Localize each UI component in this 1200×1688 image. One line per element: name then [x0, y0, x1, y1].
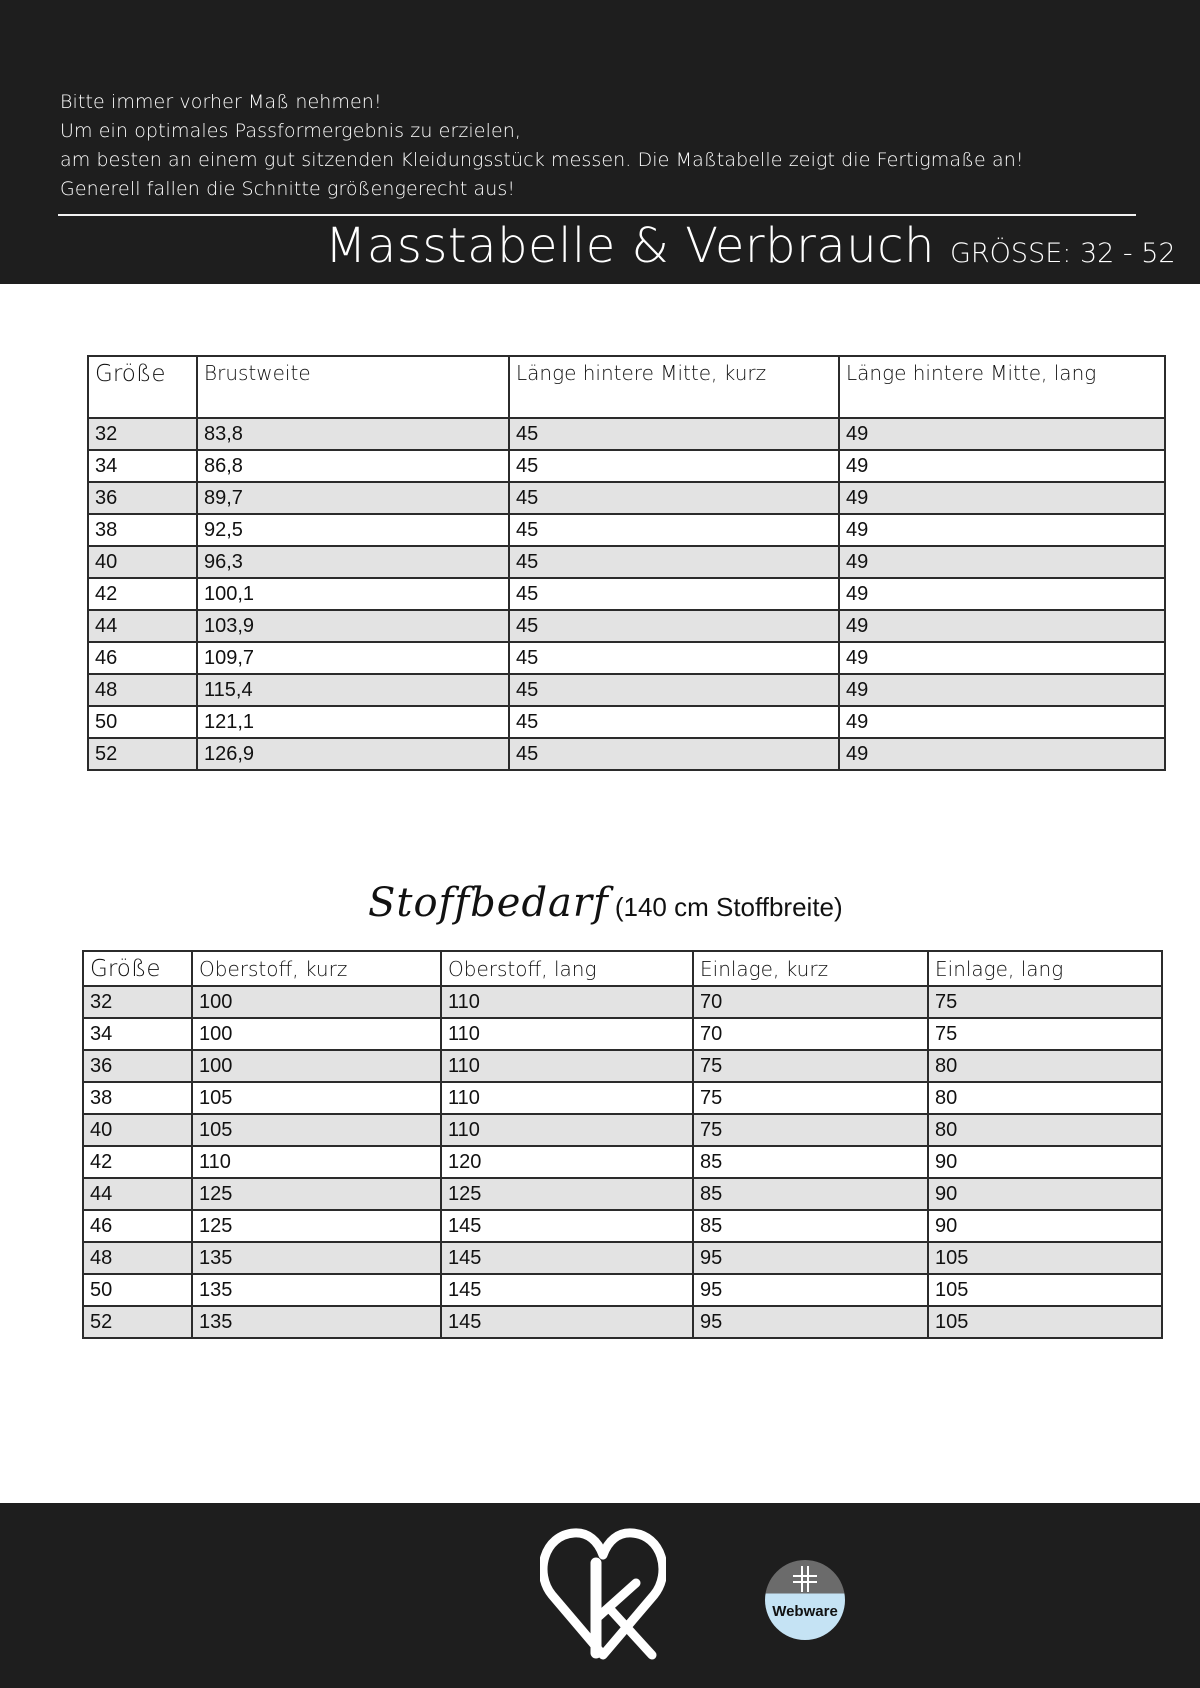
table-header-row — [83, 951, 1162, 986]
table-row — [88, 546, 1165, 578]
table-cell: 126,9 — [197, 738, 509, 770]
header-divider — [58, 214, 1136, 216]
table-cell: 135 — [192, 1306, 441, 1338]
table-cell: 125 — [192, 1178, 441, 1210]
table-cell: 95 — [693, 1306, 928, 1338]
table-cell: 49 — [839, 738, 1165, 770]
table-cell: 34 — [88, 450, 197, 482]
table-cell: 48 — [83, 1242, 192, 1274]
intro-line: Um ein optimales Passformergebnis zu erzielen, — [60, 120, 522, 142]
table-cell: 115,4 — [197, 674, 509, 706]
table-row — [88, 418, 1165, 450]
header-banner — [0, 0, 1200, 284]
table-cell: 109,7 — [197, 642, 509, 674]
table-cell: 45 — [509, 738, 839, 770]
table-cell: 145 — [441, 1274, 693, 1306]
table-cell: 110 — [192, 1146, 441, 1178]
table-cell: 44 — [88, 610, 197, 642]
table-cell: 95 — [693, 1274, 928, 1306]
table-cell: 49 — [839, 514, 1165, 546]
table-cell: 92,5 — [197, 514, 509, 546]
table-cell: 80 — [928, 1082, 1162, 1114]
table-cell: 100 — [192, 986, 441, 1018]
table-cell: 75 — [693, 1114, 928, 1146]
table-cell: 46 — [88, 642, 197, 674]
table-row — [83, 1018, 1162, 1050]
table-cell: 49 — [839, 706, 1165, 738]
page-title: Masstabelle & Verbrauch — [325, 218, 935, 274]
table-cell: 85 — [693, 1146, 928, 1178]
intro-line: Bitte immer vorher Maß nehmen! — [60, 91, 382, 113]
table-row — [83, 1242, 1162, 1274]
table-row — [83, 1306, 1162, 1338]
table-cell: 34 — [83, 1018, 192, 1050]
table-cell: 125 — [441, 1178, 693, 1210]
table-cell: 105 — [928, 1306, 1162, 1338]
table-cell: 80 — [928, 1114, 1162, 1146]
woven-grid-icon — [793, 1566, 817, 1592]
table-cell: 45 — [509, 546, 839, 578]
table-cell: 42 — [88, 578, 197, 610]
table-row — [88, 450, 1165, 482]
table-row — [83, 1274, 1162, 1306]
table-cell: 85 — [693, 1210, 928, 1242]
table-row — [83, 1178, 1162, 1210]
table-header-row — [88, 356, 1165, 418]
table-cell: 75 — [693, 1082, 928, 1114]
column-header: Einlage, kurz — [693, 951, 928, 986]
table-cell: 110 — [441, 1050, 693, 1082]
column-header: Oberstoff, kurz — [192, 951, 441, 986]
table-cell: 120 — [441, 1146, 693, 1178]
table-cell: 45 — [509, 706, 839, 738]
table-row — [88, 482, 1165, 514]
table-row — [83, 1082, 1162, 1114]
table-cell: 45 — [509, 674, 839, 706]
table-cell: 110 — [441, 1082, 693, 1114]
heart-k-logo-icon — [540, 1525, 666, 1661]
table-cell: 49 — [839, 642, 1165, 674]
table-cell: 95 — [693, 1242, 928, 1274]
table-cell: 110 — [441, 1114, 693, 1146]
table-cell: 32 — [83, 986, 192, 1018]
table-cell: 38 — [83, 1082, 192, 1114]
fabric-heading-sub: (140 cm Stoffbreite) — [614, 892, 843, 922]
table-cell: 38 — [88, 514, 197, 546]
table-cell: 86,8 — [197, 450, 509, 482]
column-header: Länge hintere Mitte, kurz — [509, 356, 839, 418]
table-cell: 90 — [928, 1146, 1162, 1178]
table-row — [88, 642, 1165, 674]
webware-badge — [765, 1560, 845, 1640]
intro-text — [60, 88, 1140, 204]
table-cell: 44 — [83, 1178, 192, 1210]
table-cell: 80 — [928, 1050, 1162, 1082]
table-cell: 75 — [928, 986, 1162, 1018]
table-cell: 110 — [441, 986, 693, 1018]
table-cell: 42 — [83, 1146, 192, 1178]
badge-label: Webware — [772, 1603, 838, 1620]
table-cell: 50 — [88, 706, 197, 738]
table-cell: 70 — [693, 986, 928, 1018]
table-cell: 70 — [693, 1018, 928, 1050]
table-cell: 103,9 — [197, 610, 509, 642]
table-cell: 50 — [83, 1274, 192, 1306]
table-row — [83, 1146, 1162, 1178]
table-cell: 52 — [88, 738, 197, 770]
fabric-heading-script: Stoffbedarf — [368, 880, 609, 926]
table-cell: 105 — [192, 1114, 441, 1146]
table-row — [88, 514, 1165, 546]
table-cell: 96,3 — [197, 546, 509, 578]
table-cell: 105 — [928, 1274, 1162, 1306]
table-cell: 110 — [441, 1018, 693, 1050]
table-cell: 83,8 — [197, 418, 509, 450]
table-cell: 49 — [839, 578, 1165, 610]
table-row — [88, 706, 1165, 738]
table-cell: 75 — [928, 1018, 1162, 1050]
table-cell: 45 — [509, 610, 839, 642]
column-header: Oberstoff, lang — [441, 951, 693, 986]
table-cell: 100 — [192, 1050, 441, 1082]
column-header: Größe — [88, 356, 197, 418]
column-header: Einlage, lang — [928, 951, 1162, 986]
table-row — [83, 1050, 1162, 1082]
table-cell: 40 — [83, 1114, 192, 1146]
intro-line: am besten an einem gut sitzenden Kleidungsstück messen. Die Maßtabelle zeigt die Fertigmaße an! — [60, 149, 1024, 171]
table-cell: 135 — [192, 1274, 441, 1306]
table-row — [88, 738, 1165, 770]
table-cell: 90 — [928, 1178, 1162, 1210]
table-row — [83, 1114, 1162, 1146]
table-cell: 52 — [83, 1306, 192, 1338]
table-cell: 145 — [441, 1210, 693, 1242]
table-cell: 49 — [839, 610, 1165, 642]
table-cell: 105 — [192, 1082, 441, 1114]
table-row — [88, 578, 1165, 610]
table-row — [83, 1210, 1162, 1242]
table-cell: 121,1 — [197, 706, 509, 738]
table-cell: 125 — [192, 1210, 441, 1242]
intro-line: Generell fallen die Schnitte größengerecht aus! — [60, 178, 516, 200]
table-cell: 40 — [88, 546, 197, 578]
table-row — [88, 674, 1165, 706]
measurement-table — [87, 355, 1166, 771]
size-range: GRÖSSE: 32 - 52 — [950, 238, 1176, 269]
table-cell: 45 — [509, 418, 839, 450]
table-cell: 45 — [509, 450, 839, 482]
table-cell: 49 — [839, 450, 1165, 482]
table-cell: 32 — [88, 418, 197, 450]
table-cell: 49 — [839, 674, 1165, 706]
table-cell: 48 — [88, 674, 197, 706]
table-cell: 135 — [192, 1242, 441, 1274]
table-cell: 100,1 — [197, 578, 509, 610]
table-cell: 36 — [88, 482, 197, 514]
table-cell: 145 — [441, 1242, 693, 1274]
table-row — [83, 986, 1162, 1018]
table-cell: 90 — [928, 1210, 1162, 1242]
table-cell: 45 — [509, 514, 839, 546]
table-cell: 75 — [693, 1050, 928, 1082]
table-cell: 49 — [839, 546, 1165, 578]
table-cell: 145 — [441, 1306, 693, 1338]
table-cell: 85 — [693, 1178, 928, 1210]
column-header: Größe — [83, 951, 192, 986]
table-cell: 105 — [928, 1242, 1162, 1274]
table-row — [88, 610, 1165, 642]
fabric-table — [82, 950, 1163, 1339]
column-header: Länge hintere Mitte, lang — [839, 356, 1165, 418]
column-header: Brustweite — [197, 356, 509, 418]
table-cell: 45 — [509, 642, 839, 674]
table-cell: 49 — [839, 482, 1165, 514]
fabric-heading — [368, 880, 843, 926]
table-cell: 89,7 — [197, 482, 509, 514]
table-cell: 46 — [83, 1210, 192, 1242]
table-cell: 45 — [509, 578, 839, 610]
table-cell: 36 — [83, 1050, 192, 1082]
table-cell: 45 — [509, 482, 839, 514]
table-cell: 49 — [839, 418, 1165, 450]
table-cell: 100 — [192, 1018, 441, 1050]
